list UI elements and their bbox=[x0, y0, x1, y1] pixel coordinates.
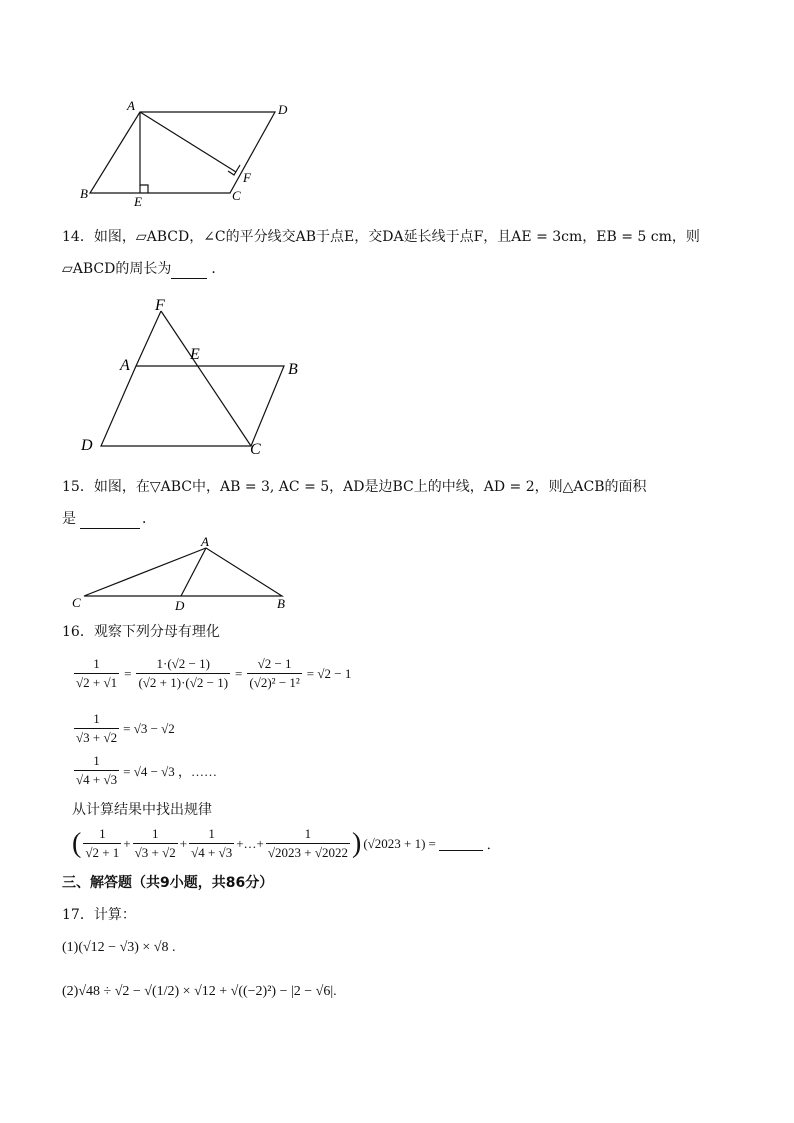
row1-fraction-mid bbox=[136, 656, 230, 691]
term1-den: √2 + 1 bbox=[85, 845, 120, 860]
term-n-num: 1 bbox=[304, 826, 312, 841]
q16-intro-line bbox=[62, 622, 220, 642]
parallelogram-figure-14 bbox=[76, 296, 316, 460]
label-a: A bbox=[120, 357, 130, 374]
row1-result: = √2 − 1 bbox=[306, 665, 352, 681]
term1 bbox=[83, 826, 121, 861]
q14-line2 bbox=[62, 259, 225, 279]
q16-row1 bbox=[72, 656, 351, 691]
q17-intro: 计算： bbox=[93, 907, 136, 923]
row1-fraction-lhs bbox=[74, 656, 119, 691]
row2-num: 1 bbox=[93, 711, 100, 726]
q16-expression bbox=[72, 826, 500, 861]
label-f: F bbox=[155, 297, 165, 314]
term3 bbox=[189, 826, 234, 861]
row1-mid-den: (√2 + 1)·(√2 − 1) bbox=[138, 675, 229, 690]
term2 bbox=[133, 826, 178, 861]
parallelogram-abcd-14 bbox=[101, 366, 284, 446]
term3-num: 1 bbox=[208, 826, 215, 841]
row3-num: 1 bbox=[93, 753, 100, 768]
row3-result: = √4 − √3 ，…… bbox=[123, 764, 218, 779]
label-c: C bbox=[232, 188, 241, 203]
label-a: A bbox=[201, 534, 209, 549]
label-c: C bbox=[72, 595, 81, 610]
q14-text: 如图，▱ABCD，∠C的平分线交AB于点E，交DA延长线于点F，且AE = 3cm，EB = 5 cm，则 bbox=[93, 229, 700, 245]
q15-period: ． bbox=[142, 511, 156, 527]
row2-fraction bbox=[74, 711, 119, 746]
q14-question: ▱ABCD的周长为 bbox=[62, 261, 172, 277]
right-angle-mark-e bbox=[140, 185, 148, 193]
q14-number: 14． bbox=[62, 229, 94, 245]
term-n-den: √2023 + √2022 bbox=[267, 845, 348, 860]
median-ad bbox=[181, 548, 206, 596]
label-e: E bbox=[190, 346, 200, 363]
label-f: F bbox=[243, 170, 251, 185]
label-c: C bbox=[250, 441, 261, 458]
q15-line1 bbox=[62, 477, 647, 497]
label-b: B bbox=[277, 596, 285, 611]
row3-den: √4 + √3 bbox=[76, 772, 118, 787]
term2-num: 1 bbox=[151, 826, 159, 841]
q17-part2: (2)√48 ÷ √2 − √(1/2) × √12 + √((−2)²) − |2 − √6|. bbox=[62, 984, 337, 999]
triangle-abc bbox=[84, 548, 282, 596]
q17-intro-line bbox=[62, 905, 136, 925]
term3-den: √4 + √3 bbox=[191, 845, 233, 860]
parallelogram-figure-13 bbox=[60, 92, 320, 214]
q16-number: 16． bbox=[62, 624, 94, 640]
segment-af bbox=[140, 112, 236, 172]
plus2: + bbox=[179, 835, 188, 851]
q15-answer-blank[interactable] bbox=[80, 514, 140, 529]
label-b: B bbox=[288, 361, 298, 378]
row2-result: = √3 − √2 bbox=[123, 720, 175, 736]
figure-q13 bbox=[60, 92, 320, 214]
q15-line2 bbox=[62, 509, 156, 529]
row1-lhs-num: 1 bbox=[93, 656, 100, 671]
paren-close: ) bbox=[351, 827, 362, 859]
q16-find: 从计算结果中找出规律 bbox=[72, 802, 212, 818]
row1-mid-num: 1·(√2 − 1) bbox=[156, 656, 210, 671]
multiplier: (√2023 + 1) bbox=[363, 835, 426, 851]
q15-prefix: 是 bbox=[62, 511, 76, 527]
q16-row3 bbox=[72, 753, 217, 788]
q14-answer-blank[interactable] bbox=[171, 264, 207, 279]
q15-text: 如图，在▽ABC中，AB = 3, AC = 5，AD是边BC上的中线，AD = 2，则△ACB的面积 bbox=[93, 479, 647, 495]
dots: +…+ bbox=[236, 835, 264, 851]
row2-den: √3 + √2 bbox=[76, 730, 118, 745]
term1-num: 1 bbox=[99, 826, 106, 841]
q16-answer-blank[interactable] bbox=[439, 836, 483, 851]
q16-intro: 观察下列分母有理化 bbox=[93, 624, 220, 640]
segment-af-extension bbox=[136, 311, 161, 366]
label-a: A bbox=[127, 98, 135, 113]
row1-third-den: (√2)² − 1² bbox=[249, 675, 300, 690]
triangle-figure-15 bbox=[64, 534, 304, 614]
row1-lhs-den: √2 + √1 bbox=[76, 675, 118, 690]
segment-fc bbox=[161, 311, 251, 446]
row1-fraction-third bbox=[247, 656, 301, 691]
figure-q14 bbox=[76, 296, 316, 460]
figure-q15 bbox=[64, 534, 304, 614]
section-heading: 三、解答题（共9小题，共86分） bbox=[62, 875, 274, 891]
label-b: B bbox=[80, 186, 88, 201]
q16-row2 bbox=[72, 711, 175, 746]
row1-third-num: √2 − 1 bbox=[257, 656, 292, 671]
label-e: E bbox=[134, 194, 142, 209]
label-d: D bbox=[81, 437, 93, 454]
q17-number: 17． bbox=[62, 907, 94, 923]
label-d: D bbox=[278, 102, 288, 117]
row1-lhs-den-a: 2 bbox=[83, 675, 90, 690]
q17-part1: (1)(√12 − √3) × √8 . bbox=[62, 940, 176, 955]
term2-den: √3 + √2 bbox=[134, 845, 176, 860]
row1-lhs-den-b: 1 bbox=[110, 675, 118, 690]
eq1: = bbox=[124, 665, 132, 681]
q14-period: ． bbox=[211, 261, 226, 277]
q14-line1 bbox=[62, 227, 700, 247]
label-d: D bbox=[175, 598, 185, 613]
plus1: + bbox=[123, 835, 131, 851]
eq2: = bbox=[235, 665, 243, 681]
q16-period: ． bbox=[486, 837, 500, 852]
paren-open: ( bbox=[72, 827, 82, 859]
q16-find-line bbox=[72, 800, 212, 820]
row3-fraction bbox=[74, 753, 119, 788]
term-n bbox=[266, 826, 350, 861]
q15-number: 15． bbox=[62, 479, 94, 495]
equals: = bbox=[428, 835, 436, 851]
right-angle-mark-f bbox=[228, 165, 240, 175]
